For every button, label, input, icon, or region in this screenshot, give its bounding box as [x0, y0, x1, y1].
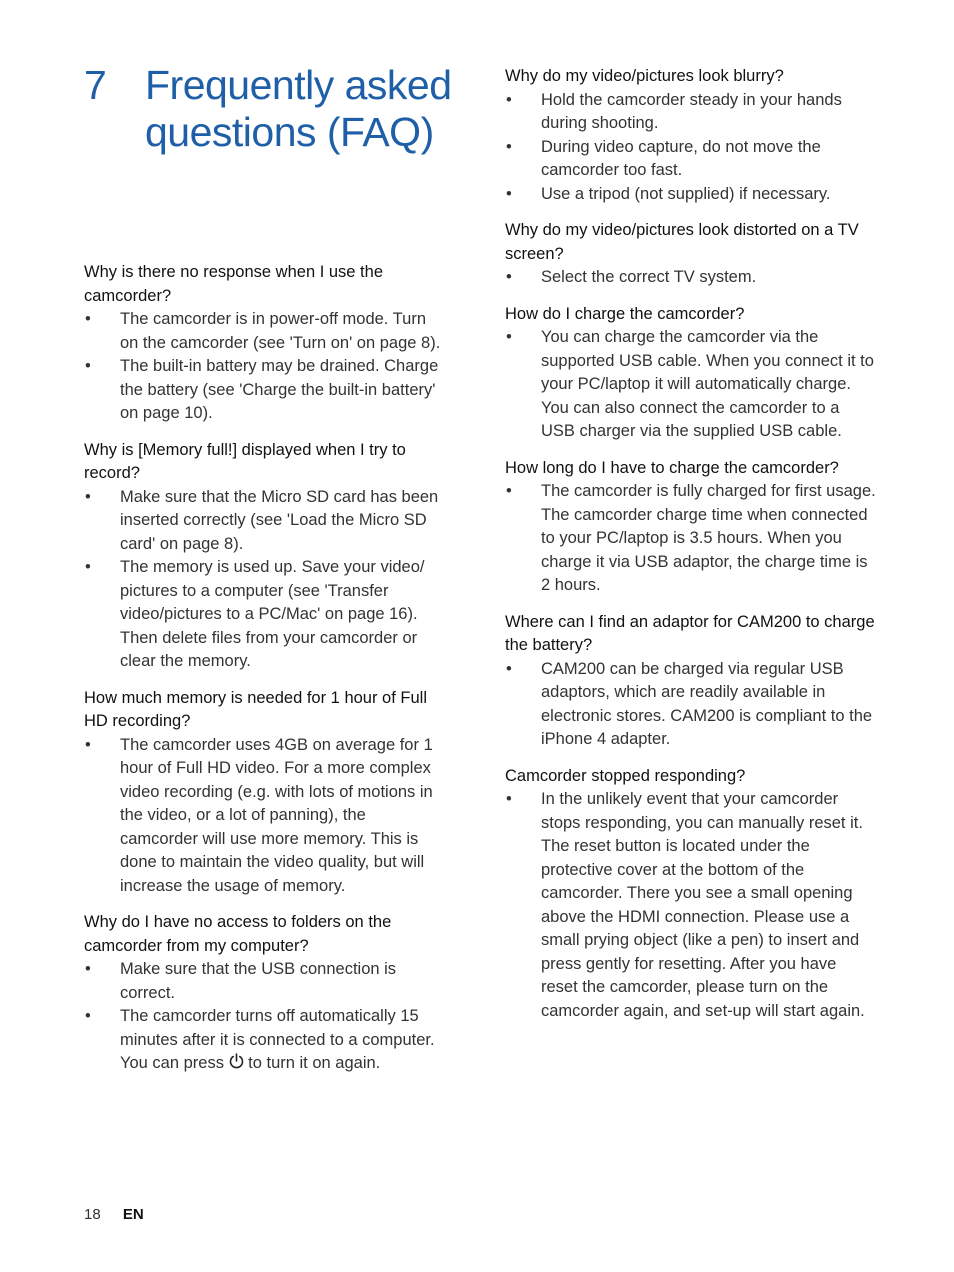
faq-item: [84, 261, 446, 426]
bullet-icon: •: [506, 482, 512, 500]
page-footer: [84, 1206, 144, 1223]
faq-question: Why do my video/pictures look blurry?: [505, 67, 784, 85]
faq-answer-text: The built-in battery may be drained. Charge the battery (see 'Charge the built-in battery' on page 10).: [120, 357, 439, 422]
faq-answer: [505, 183, 877, 207]
bullet-icon: •: [85, 1007, 91, 1025]
faq-answer-list: [505, 266, 877, 290]
faq-answer-list: [84, 734, 446, 899]
faq-question: Why is there no response when I use the camcorder?: [84, 263, 383, 305]
faq-answer-list: [505, 326, 877, 444]
faq-answer: [505, 480, 877, 598]
faq-answer-text: In the unlikely event that your camcorder stops responding, you can manually reset it. The reset button is located under the protective cover at the bottom of the camcorder. There you see a small opening above the HDMI connection. Please use a small prying object (like a pen) to insert and press gently for resetting. After you have reset the camcorder, please turn on the camcorder again, and set-up will start again.: [541, 790, 865, 1020]
faq-item: [505, 457, 877, 598]
faq-item: [505, 611, 877, 752]
faq-answer-text: During video capture, do not move the camcorder too fast.: [541, 137, 821, 179]
bullet-icon: •: [506, 184, 512, 203]
faq-question: Camcorder stopped responding?: [505, 766, 746, 785]
faq-item: [505, 303, 877, 444]
faq-answer-list: [84, 308, 446, 426]
left-column: [84, 261, 446, 1089]
bullet-icon: •: [506, 137, 512, 156]
faq-question: How do I charge the camcorder?: [505, 304, 745, 323]
bullet-icon: •: [85, 310, 91, 328]
faq-answer-text: CAM200 can be charged via regular USB adaptors, which are readily available in electronic stores. CAM200 is compliant to the iPhone 4 adapter.: [541, 659, 873, 748]
bullet-icon: •: [85, 735, 91, 754]
faq-question: Why is [Memory full!] displayed when I try to record?: [84, 440, 406, 482]
faq-answer: [84, 355, 446, 426]
faq-answer: [505, 89, 877, 136]
faq-item: [505, 765, 877, 1024]
faq-answer-text: Use a tripod (not supplied) if necessary.: [541, 184, 831, 203]
bullet-icon: •: [506, 90, 512, 109]
faq-answer: [505, 326, 877, 444]
faq-answer: [505, 658, 877, 752]
faq-answer: [84, 1005, 446, 1076]
bullet-icon: •: [85, 357, 91, 375]
faq-answer-text: Select the correct TV system.: [541, 268, 757, 286]
bullet-icon: •: [506, 659, 512, 678]
faq-answer: [505, 136, 877, 183]
faq-answer: [84, 308, 446, 355]
faq-answer-list: [505, 480, 877, 598]
page-number: 18: [84, 1206, 101, 1223]
faq-answer-text: You can charge the camcorder via the supported USB cable. When you connect it to your PC/laptop it will automatically charge. You can also connect the camcorder to a USB charger via the supplied USB cable.: [541, 328, 874, 440]
chapter-title: Frequently asked questions (FAQ): [145, 62, 452, 155]
faq-answer: [505, 266, 877, 290]
faq-answer-list: [505, 89, 877, 207]
faq-question: Why do my video/pictures look distorted on a TV screen?: [505, 221, 859, 263]
faq-answer-text: The camcorder is in power-off mode. Turn on the camcorder (see 'Turn on' on page 8).: [120, 310, 441, 352]
faq-answer-text: Hold the camcorder steady in your hands during shooting.: [541, 90, 842, 132]
faq-question: Why do I have no access to folders on the camcorder from my computer?: [84, 913, 392, 955]
right-column: [505, 65, 877, 1036]
faq-answer-list: [84, 486, 446, 674]
faq-item: [505, 219, 877, 290]
bullet-icon: •: [506, 328, 512, 346]
faq-answer-text: Make sure that the Micro SD card has been inserted correctly (see 'Load the Micro SD card' on page 8).: [120, 487, 439, 553]
faq-item: [84, 911, 446, 1076]
faq-question: Where can I find an adaptor for CAM200 to charge the battery?: [505, 612, 875, 654]
faq-answer: [84, 556, 446, 674]
faq-answer: [84, 958, 446, 1005]
faq-answer-text: Make sure that the USB connection is correct.: [120, 960, 397, 1002]
bullet-icon: •: [85, 558, 91, 576]
power-icon: [229, 1053, 244, 1069]
faq-answer: [505, 788, 877, 1023]
faq-question: How much memory is needed for 1 hour of Full HD recording?: [84, 688, 427, 730]
faq-item: [505, 65, 877, 206]
bullet-icon: •: [506, 268, 512, 286]
faq-answer-text: The camcorder uses 4GB on average for 1 hour of Full HD video. For a more complex video recording (e.g. with lots of motions in the video, or a lot of panning), the camcorder will use more memory. This is done to maintain the video quality, but will increase the usage of memory.: [120, 735, 433, 895]
faq-answer-list: [505, 658, 877, 752]
bullet-icon: •: [85, 487, 91, 506]
bullet-icon: •: [85, 960, 91, 978]
language-code: EN: [122, 1206, 144, 1223]
faq-answer-text: The camcorder turns off automatically 15 minutes after it is connected to a computer. You can press: [120, 1007, 435, 1072]
faq-answer-list: [84, 958, 446, 1076]
faq-item: [84, 439, 446, 674]
faq-answer: [84, 734, 446, 899]
faq-question: How long do I have to charge the camcorder?: [505, 458, 839, 477]
faq-answer: [84, 486, 446, 557]
faq-item: [84, 687, 446, 899]
faq-answer-text: to turn it on again.: [248, 1054, 381, 1072]
faq-answer-text: The memory is used up. Save your video/ pictures to a computer (see 'Transfer video/pictures to a PC/Mac' on page 16). Then delete files from your camcorder or clear the memory.: [120, 558, 425, 670]
faq-answer-list: [505, 788, 877, 1023]
faq-answer-text: The camcorder is fully charged for first usage. The camcorder charge time when connected to your PC/laptop is 3.5 hours. When you charge it via USB adaptor, the charge time is 2 hours.: [541, 482, 876, 594]
bullet-icon: •: [506, 790, 512, 808]
chapter-number: 7: [84, 62, 107, 108]
